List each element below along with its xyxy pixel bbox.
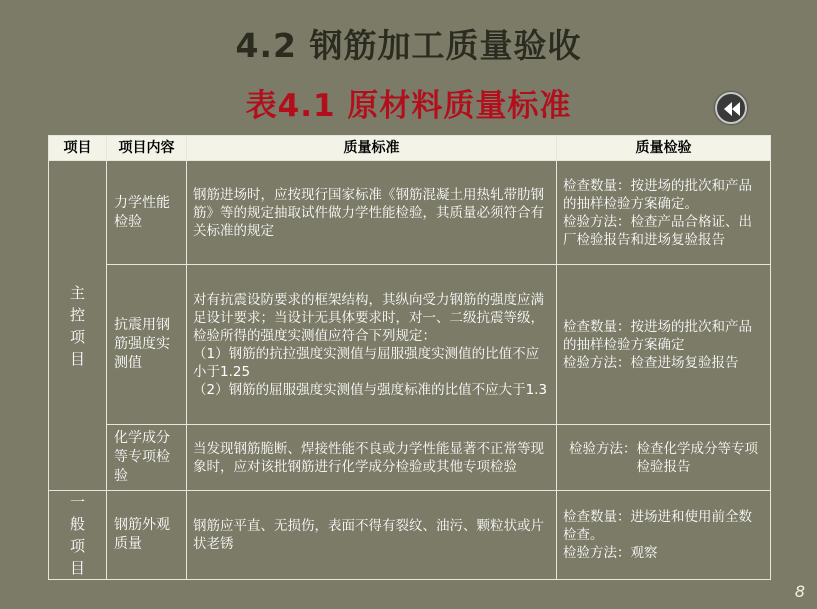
category-general: 一 般 项 目 [49,491,107,580]
material-quality-table [48,135,771,580]
quality-inspection: 检查数量：按进场的批次和产品的抽样检验方案确定。 检验方法：检查产品合格证、出厂检验报告和进场复验报告 [557,161,771,265]
table-title: 表4.1 原材料质量标准 [245,88,572,124]
table-row [49,265,771,425]
table-row [49,425,771,491]
header-item: 项目内容 [107,136,187,161]
header-standard: 质量标准 [187,136,557,161]
header-category: 项目 [49,136,107,161]
page-number: 8 [794,582,805,601]
rewind-button[interactable] [715,92,747,124]
table-header-row [49,136,771,161]
item-name: 抗震用钢 筋强度实 测值 [107,265,187,425]
quality-standard: 当发现钢筋脆断、焊接性能不良或力学性能显著不正常等现象时，应对该批钢筋进行化学成分检验或其他专项检验 [187,425,557,491]
item-name: 力学性能 检验 [107,161,187,265]
category-main-control: 主 控 项 目 [49,161,107,491]
table-row [49,161,771,265]
item-name: 化学成分 等专项检 验 [107,425,187,491]
table-row [49,491,771,580]
quality-standard: 钢筋应平直、无损伤，表面不得有裂纹、油污、颗粒状或片状老锈 [187,491,557,580]
header-inspection: 质量检验 [557,136,771,161]
quality-standard: 钢筋进场时，应按现行国家标准《钢筋混凝土用热轧带肋钢筋》等的规定抽取试件做力学性能检验，其质量必须符合有关标准的规定 [187,161,557,265]
quality-inspection: 检查数量：进场进和使用前全数检查。 检验方法：观察 [557,491,771,580]
quality-standard: 对有抗震设防要求的框架结构，其纵向受力钢筋的强度应满足设计要求；当设计无具体要求时，对一、二级抗震等级，检验所得的强度实测值应符合下列规定： （1）钢筋的抗拉强度实测值与屈服强度实测值的比值不应小于1.25 （2）钢筋的屈服强度实测值与强度标准的比值不应大于1.3 [187,265,557,425]
item-name: 钢筋外观 质量 [107,491,187,580]
quality-inspection: 检查数量：按进场的批次和产品的抽样检验方案确定 检验方法：检查进场复验报告 [557,265,771,425]
slide-title: 4.2 钢筋加工质量验收 [235,26,582,65]
rewind-icon [720,97,744,121]
quality-inspection: 检验方法：检查化学成分等专项检验报告 [557,425,771,491]
